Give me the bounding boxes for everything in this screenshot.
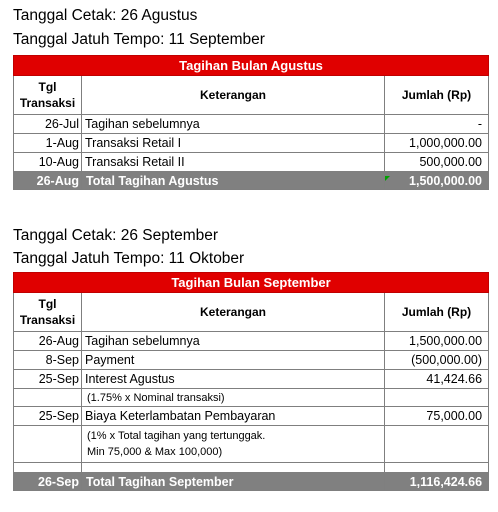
row-description: Transaksi Retail I [82,134,385,153]
row-description: Payment [82,351,385,370]
table-row [14,153,489,172]
august-statement-table [13,55,489,190]
row-description: Biaya Keterlambatan Pembayaran [82,407,385,426]
row-description: Interest Agustus [82,370,385,389]
row-amount: 75,000.00 [385,407,489,426]
table-row-spacer [14,463,489,473]
table-row-note [14,389,489,407]
table-row [14,115,489,134]
august-due-date: Tanggal Jatuh Tempo: 11 September [13,31,265,48]
total-amount: 1,500,000.00 [385,172,489,190]
column-header-date: Tgl Transaksi [14,76,82,115]
table-row-note [14,426,489,463]
table-row [14,407,489,426]
total-amount: 1,116,424.66 [385,473,489,491]
august-table-title: Tagihan Bulan Agustus [14,56,489,76]
september-statement-table [13,272,489,491]
table-row [14,370,489,389]
row-amount [385,426,489,463]
total-description: Total Tagihan Agustus [82,172,385,190]
total-row [14,473,489,491]
spacer-cell [14,463,82,473]
table-row [14,351,489,370]
total-description: Total Tagihan September [82,473,385,491]
row-amount [385,389,489,407]
row-date: 26-Jul [14,115,82,134]
column-header-description: Keterangan [82,76,385,115]
total-date: 26-Aug [14,172,82,190]
row-note-multiline [82,426,385,463]
row-date: 25-Sep [14,407,82,426]
row-amount: (500,000.00) [385,351,489,370]
row-date [14,389,82,407]
note-line-2: Min 75,000 & Max 100,000) [87,446,223,458]
row-amount: 1,500,000.00 [385,332,489,351]
spacer-cell [82,463,385,473]
cell-comment-marker [385,176,390,181]
row-description: Transaksi Retail II [82,153,385,172]
total-date: 26-Sep [14,473,82,491]
row-amount: - [385,115,489,134]
table-row [14,332,489,351]
note-line-1: (1% x Total tagihan yang tertunggak. [87,430,266,442]
august-print-date: Tanggal Cetak: 26 Agustus [13,7,198,24]
row-date: 1-Aug [14,134,82,153]
row-amount: 41,424.66 [385,370,489,389]
september-table-title: Tagihan Bulan September [14,273,489,293]
column-header-amount: Jumlah (Rp) [385,76,489,115]
column-header-amount: Jumlah (Rp) [385,293,489,332]
column-header-description: Keterangan [82,293,385,332]
spacer-cell [385,463,489,473]
row-description: Tagihan sebelumnya [82,332,385,351]
row-amount: 1,000,000.00 [385,134,489,153]
table-row [14,134,489,153]
row-date: 26-Aug [14,332,82,351]
row-date: 10-Aug [14,153,82,172]
row-date [14,426,82,463]
total-row [14,172,489,190]
row-date: 8-Sep [14,351,82,370]
row-description: Tagihan sebelumnya [82,115,385,134]
row-note: (1.75% x Nominal transaksi) [82,389,385,407]
column-header-date: Tgl Transaksi [14,293,82,332]
september-due-date: Tanggal Jatuh Tempo: 11 Oktober [13,250,245,267]
row-amount: 500,000.00 [385,153,489,172]
row-date: 25-Sep [14,370,82,389]
september-print-date: Tanggal Cetak: 26 September [13,227,219,244]
